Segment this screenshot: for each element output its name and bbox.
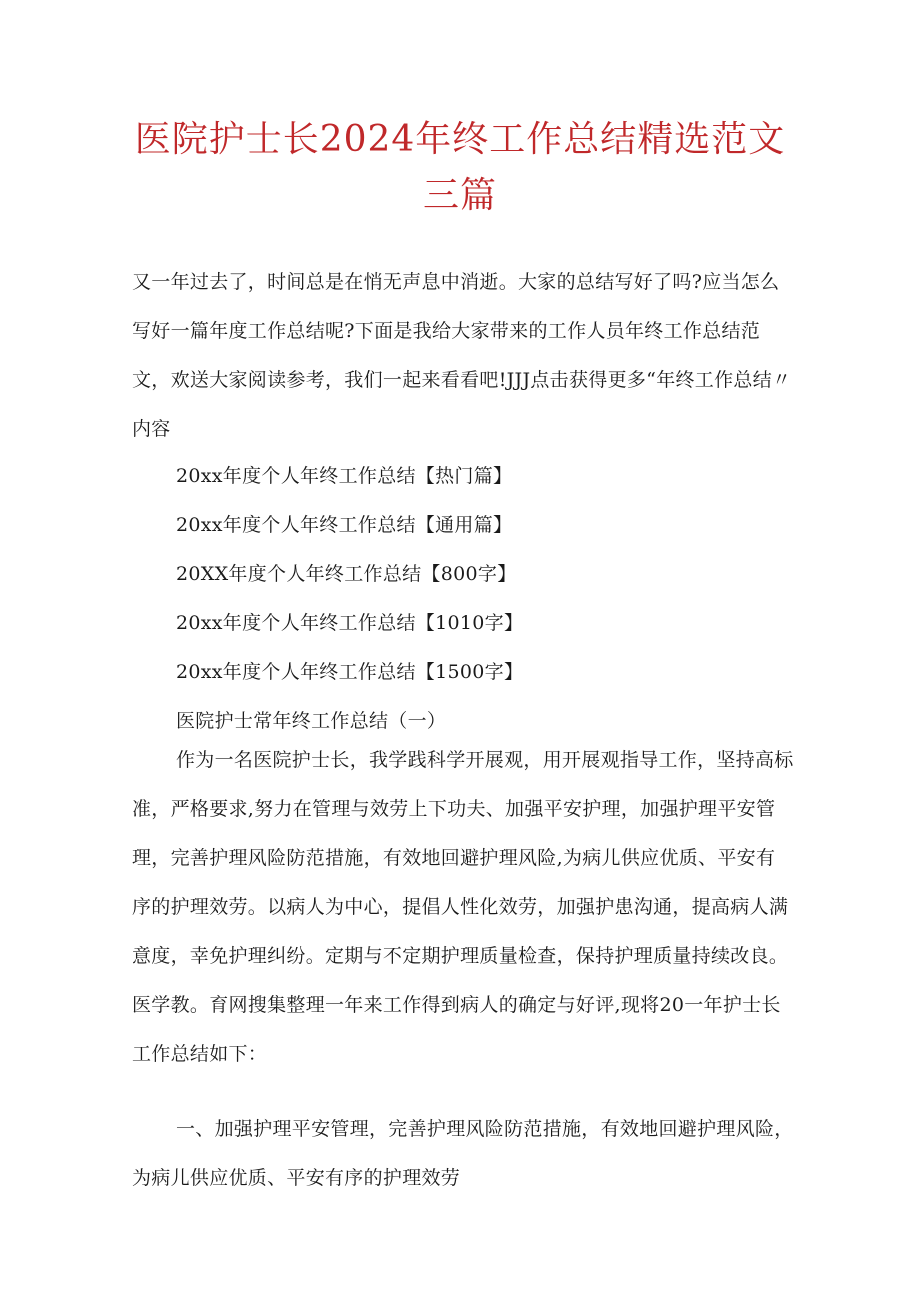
article-link-1[interactable]: 20xx年度个人年终工作总结【热门篇】 — [176, 465, 513, 487]
article-link-2[interactable]: 20xx年度个人年终工作总结【通用篇】 — [176, 514, 513, 536]
intro-paragraph: 又一年过去了，时间总是在悄无声息中消逝。大家的总结写好了吗?应当怎么写好一篇年度工作总结呢?下面是我给大家带来的工作人员年终工作总结范文，欢送大家阅读参考，我们一起来看看吧!JJJ点击获得更多“年终工作总结〃内容 — [132, 271, 792, 440]
body-paragraph-2: 一、加强护理平安管理，完善护理风险防范措施，有效地回避护理风险，为病儿供应优质、平安有序的护理效劳 — [132, 1118, 794, 1189]
body-paragraph-block-2 — [132, 1105, 794, 1203]
article-links-list — [132, 452, 794, 746]
article-link-3[interactable]: 20XX年度个人年终工作总结【800字】 — [176, 563, 517, 585]
section-heading: 医院护士常年终工作总结（一） — [176, 710, 447, 732]
article-link-4[interactable]: 20xx年度个人年终工作总结【1010字】 — [176, 612, 524, 634]
article-link-5[interactable]: 20xx年度个人年终工作总结【1500字】 — [176, 661, 524, 683]
intro-paragraph-block — [132, 258, 794, 454]
body-paragraph-block-1 — [132, 736, 794, 1079]
document-title: 医院护士长2024年终工作总结精选范文三篇 — [134, 119, 786, 216]
body-paragraph-1: 作为一名医院护士长，我学践科学开展观，用开展观指导工作，坚持高标准，严格要求,努力在管理与效劳上下功夫、加强平安护理，加强护理平安管理，完善护理风险防范措施，有效地回避护理风险,为病儿供应优质、平安有序的护理效劳。以病人为中心，提倡人性化效劳，加强护患沟通，提高病人满意度，幸免护理纠纷。定期与不定期护理质量检查，保持护理质量持续改良。医学教。育网搜集整理一年来工作得到病人的确定与好评,现将20一年护士长工作总结如下： — [132, 749, 794, 1065]
